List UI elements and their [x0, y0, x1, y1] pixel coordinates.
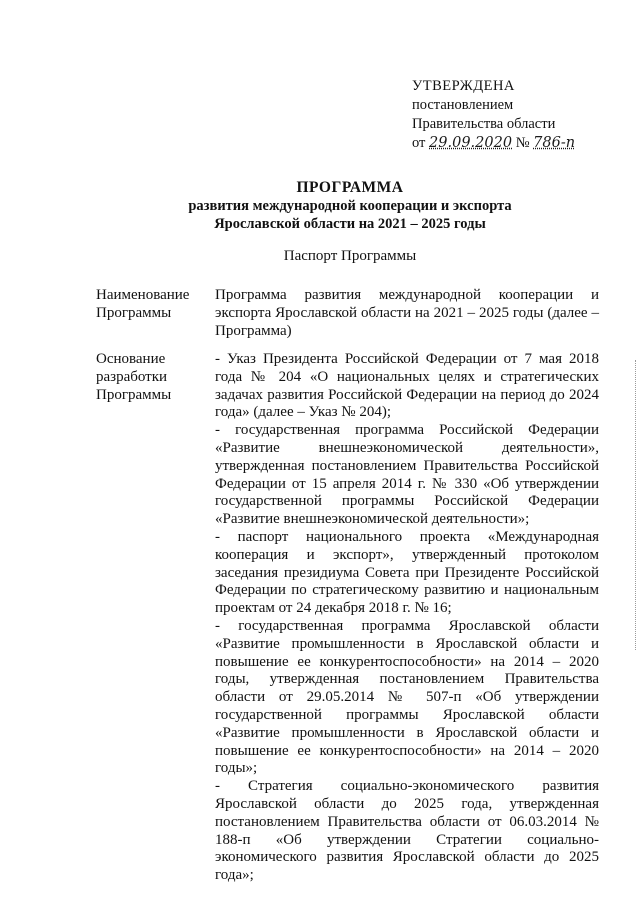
handwritten-date: 29.09.2020	[429, 135, 513, 151]
number-prefix: №	[515, 135, 530, 151]
row-paragraph: - государственная программа Ярославской области «Развитие промышленности в Ярославской области и повышение ее конкурентоспособности» на 2014 – 2020 годы, утвержденная постановлением Правительства области от 29.05.2014 № 507-п «Об утверждении государственной программы Ярославской области «Развитие промышленности в Ярославской области и повышение ее конкурентоспособности» на 2014 – 2020 годы»;	[215, 617, 599, 777]
approval-title: УТВЕРЖДЕНА	[412, 78, 515, 94]
handwritten-number: 786-п	[533, 135, 576, 151]
title-line-3: Ярославской области на 2021 – 2025 годы	[214, 216, 486, 232]
scan-edge-mark	[635, 360, 637, 650]
row-paragraph: - паспорт национального проекта «Международная кооперация и экспорт», утвержденный протоколом заседания президиума Совета при Президенте Российской Федерации по стратегическому развитию и национальным проектам от 24 декабря 2018 г. № 16;	[215, 528, 599, 617]
row-label: Наименование Программы	[96, 287, 190, 321]
approval-line-2: постановлением	[412, 97, 514, 113]
approval-line-3: Правительства области	[412, 116, 556, 132]
approval-date-line	[412, 134, 575, 153]
date-prefix: от	[412, 135, 426, 151]
row-paragraph: - Стратегия социально-экономического развития Ярославской области до 2025 года, утвержденная постановлением Правительства области от 06.03.2014 № 188-п «Об утверждении Стратегии социально-экономического развития Ярославской области до 2025 года»;	[215, 778, 599, 884]
row-content	[215, 351, 599, 885]
passport-heading: Паспорт Программы	[283, 248, 417, 264]
document-title	[130, 179, 570, 233]
row-paragraph: Программа развития международной кооперации и экспорта Ярославской области на 2021 – 2025 годы (далее – Программа)	[215, 287, 599, 339]
title-line-2: развития международной кооперации и экспорта	[188, 198, 512, 214]
row-label: Основание разработки Программы	[96, 351, 172, 403]
row-content	[215, 287, 599, 340]
approval-stamp	[412, 77, 575, 153]
title-line-1: ПРОГРАММА	[296, 179, 404, 196]
row-paragraph: - государственная программа Российской Федерации «Развитие внешнеэкономической деятельности», утвержденная постановлением Правительства Российской Федерации от 15 апреля 2014 г. № 330 «Об утверждении государственной программы Российской Федерации «Развитие внешнеэкономической деятельности»;	[215, 422, 599, 528]
row-paragraph: - Указ Президента Российской Федерации от 7 мая 2018 года № 204 «О национальных целях и стратегических задачах развития Российской Федерации на период до 2024 года» (далее – Указ № 204);	[215, 351, 599, 421]
